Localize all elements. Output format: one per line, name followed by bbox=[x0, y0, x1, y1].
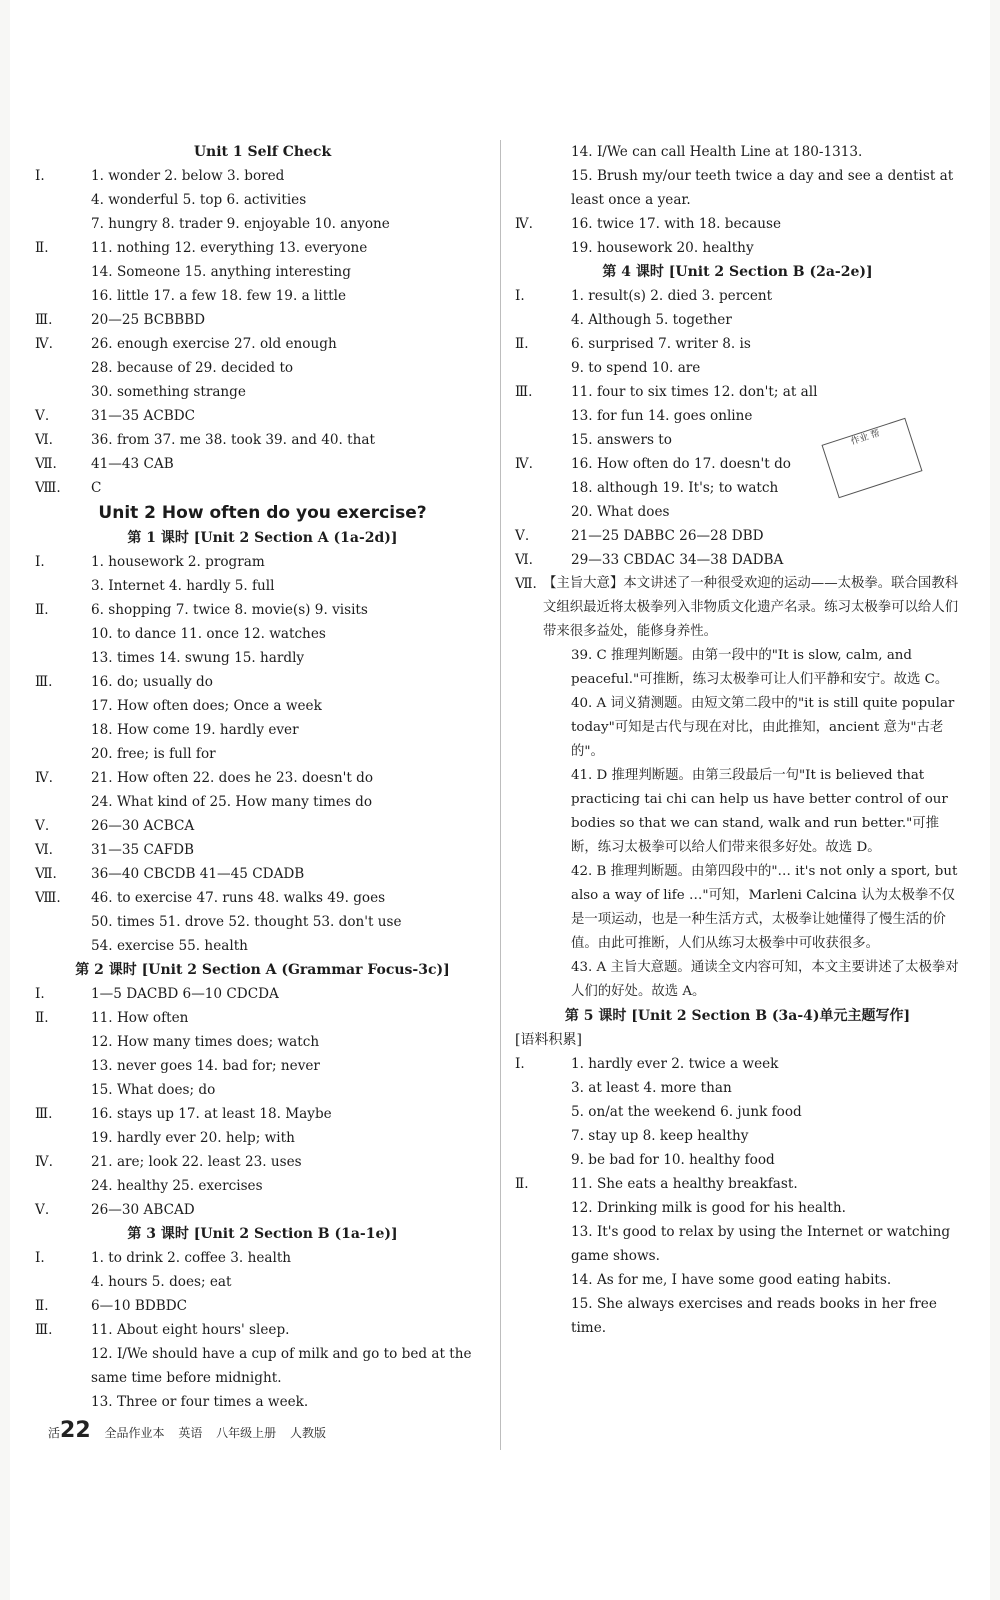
answer-text: 28. because of 29. decided to bbox=[91, 360, 294, 376]
answer-row bbox=[35, 164, 490, 188]
roman-numeral: Ⅱ. bbox=[515, 1176, 529, 1192]
explanation-item bbox=[515, 956, 960, 1004]
answer-text: 14. Someone 15. anything interesting bbox=[91, 264, 351, 280]
answer-text: 20. free; is full for bbox=[91, 746, 216, 762]
roman-numeral: Ⅱ. bbox=[515, 336, 529, 352]
explanation-item bbox=[515, 692, 960, 764]
answer-row bbox=[35, 1342, 490, 1390]
answer-row bbox=[35, 886, 490, 910]
answer-row bbox=[515, 332, 960, 356]
answer-row bbox=[515, 164, 960, 212]
roman-numeral: Ⅰ. bbox=[35, 1250, 45, 1266]
answer-row bbox=[515, 212, 960, 236]
answer-text: 1. result(s) 2. died 3. percent bbox=[571, 288, 773, 304]
roman-numeral: Ⅰ. bbox=[515, 1056, 525, 1072]
grade: 八年级上册 bbox=[216, 1426, 277, 1440]
homework-stamp: 作业 帮 bbox=[822, 418, 923, 498]
roman-numeral: Ⅴ. bbox=[35, 818, 50, 834]
answer-row bbox=[35, 694, 490, 718]
answer-row bbox=[515, 380, 960, 404]
answer-row bbox=[35, 550, 490, 574]
explanation-text: 42. B 推理判断题。由第四段中的"… it's not only a sport, but also a way of life …"可知，Marleni Calcina 认为太极拳不仅是一项运动，也是一种生活方式，太极拳让她懂得了慢生活的价值。由此可推断，人们从练习太极拳中可收获很多。 bbox=[571, 864, 958, 951]
answer-row bbox=[515, 1100, 960, 1124]
roman-numeral: Ⅱ. bbox=[35, 1010, 49, 1026]
answer-row bbox=[35, 646, 490, 670]
answer-text: 54. exercise 55. health bbox=[91, 938, 248, 954]
explanation-text: 43. A 主旨大意题。通读全文内容可知，本文主要讲述了太极拳对人们的好处。故选 A。 bbox=[571, 960, 959, 999]
reading-analysis bbox=[515, 572, 960, 644]
roman-numeral: Ⅴ. bbox=[515, 528, 530, 544]
answer-text: 46. to exercise 47. runs 48. walks 49. goes bbox=[91, 890, 386, 906]
answer-text: 16. How often do 17. doesn't do bbox=[571, 456, 791, 472]
edition: 人教版 bbox=[290, 1426, 327, 1440]
roman-numeral: Ⅵ. bbox=[35, 432, 53, 448]
answer-text: 17. How often does; Once a week bbox=[91, 698, 322, 714]
answer-row bbox=[35, 838, 490, 862]
roman-numeral: Ⅷ. bbox=[35, 890, 61, 906]
book-title: 全品作业本 bbox=[104, 1426, 165, 1440]
answer-row bbox=[35, 814, 490, 838]
answer-row bbox=[35, 284, 490, 308]
roman-numeral: Ⅶ. bbox=[515, 576, 537, 592]
explanation-text: 39. C 推理判断题。由第一段中的"It is slow, calm, and peaceful."可推断，练习太极拳可让人们平静和安宁。故选 C。 bbox=[571, 648, 949, 687]
answer-row bbox=[515, 1124, 960, 1148]
answer-row bbox=[35, 598, 490, 622]
lesson-3-answers-continued bbox=[515, 140, 960, 260]
answer-text: 13. Three or four times a week. bbox=[91, 1394, 309, 1410]
roman-numeral: Ⅳ. bbox=[515, 456, 533, 472]
answer-text: 13. for fun 14. goes online bbox=[571, 408, 753, 424]
answer-text: 31—35 ACBDC bbox=[91, 408, 196, 424]
roman-numeral: Ⅲ. bbox=[35, 674, 53, 690]
answer-text: 15. answers to bbox=[571, 432, 672, 448]
main-idea-text: 【主旨大意】本文讲述了一种很受欢迎的运动——太极拳。联合国教科文组织最近将太极拳列入非物质文化遗产名录。练习太极拳可以给人们带来很多益处，能修身养性。 bbox=[543, 576, 959, 639]
answer-text: 1. housework 2. program bbox=[91, 554, 265, 570]
answer-text: 1—5 DACBD 6—10 CDCDA bbox=[91, 986, 279, 1002]
answer-row bbox=[35, 1054, 490, 1078]
answer-row bbox=[35, 332, 490, 356]
roman-numeral: Ⅲ. bbox=[515, 384, 533, 400]
answer-text: 3. at least 4. more than bbox=[571, 1080, 732, 1096]
roman-numeral: Ⅰ. bbox=[515, 288, 525, 304]
unit-title: Unit 2 How often do you exercise? bbox=[98, 503, 427, 523]
footer-prefix: 活 bbox=[48, 1426, 61, 1440]
answer-row bbox=[35, 1030, 490, 1054]
answer-text: 1. hardly ever 2. twice a week bbox=[571, 1056, 779, 1072]
answer-row bbox=[35, 1126, 490, 1150]
answer-text: 50. times 51. drove 52. thought 53. don't use bbox=[91, 914, 402, 930]
answer-text: 21. How often 22. does he 23. doesn't do bbox=[91, 770, 374, 786]
answer-text: 4. wonderful 5. top 6. activities bbox=[91, 192, 307, 208]
answer-row bbox=[35, 574, 490, 598]
answer-text: 30. something strange bbox=[91, 384, 246, 400]
answer-text: 4. hours 5. does; eat bbox=[91, 1274, 232, 1290]
subject: 英语 bbox=[178, 1426, 203, 1440]
answer-text: 5. on/at the weekend 6. junk food bbox=[571, 1104, 802, 1120]
answer-row bbox=[515, 308, 960, 332]
answer-text: 26—30 ABCAD bbox=[91, 1202, 195, 1218]
answer-text: 12. Drinking milk is good for his health. bbox=[571, 1200, 846, 1216]
answer-text: 20. What does bbox=[571, 504, 670, 520]
answer-row bbox=[35, 1150, 490, 1174]
answer-text: 36. from 37. me 38. took 39. and 40. that bbox=[91, 432, 375, 448]
roman-numeral: Ⅱ. bbox=[35, 1298, 49, 1314]
answer-row bbox=[515, 1052, 960, 1076]
self-check-answers bbox=[35, 164, 490, 500]
answer-text: 6. surprised 7. writer 8. is bbox=[571, 336, 751, 352]
answer-row bbox=[35, 718, 490, 742]
answer-text: 13. It's good to relax by using the Internet or watching game shows. bbox=[571, 1224, 951, 1264]
lesson-2-heading: 第 2 课时 [Unit 2 Section A (Grammar Focus-3c)] bbox=[75, 962, 450, 978]
answer-row bbox=[35, 404, 490, 428]
answer-text: 9. be bad for 10. healthy food bbox=[571, 1152, 775, 1168]
answer-text: 11. nothing 12. everything 13. everyone bbox=[91, 240, 368, 256]
answer-page bbox=[10, 0, 990, 1600]
answer-row bbox=[515, 236, 960, 260]
answer-text: 9. to spend 10. are bbox=[571, 360, 701, 376]
answer-text: 31—35 CAFDB bbox=[91, 842, 195, 858]
answer-text: 16. stays up 17. at least 18. Maybe bbox=[91, 1106, 332, 1122]
answer-row bbox=[35, 622, 490, 646]
answer-row bbox=[35, 1318, 490, 1342]
answer-text: 26. enough exercise 27. old enough bbox=[91, 336, 337, 352]
answer-row bbox=[35, 1294, 490, 1318]
answer-text: 16. little 17. a few 18. few 19. a little bbox=[91, 288, 347, 304]
roman-numeral: Ⅵ. bbox=[515, 552, 533, 568]
answer-row bbox=[35, 982, 490, 1006]
answer-text: 26—30 ACBCA bbox=[91, 818, 195, 834]
answer-row bbox=[515, 500, 960, 524]
answer-text: 16. twice 17. with 18. because bbox=[571, 216, 782, 232]
answer-row bbox=[35, 188, 490, 212]
answer-text: 11. How often bbox=[91, 1010, 189, 1026]
answer-row bbox=[515, 1196, 960, 1220]
reading-explanations bbox=[515, 644, 960, 1004]
roman-numeral: Ⅲ. bbox=[35, 1106, 53, 1122]
answer-text: 11. About eight hours' sleep. bbox=[91, 1322, 290, 1338]
roman-numeral: Ⅰ. bbox=[35, 986, 45, 1002]
answer-text: 6. shopping 7. twice 8. movie(s) 9. visits bbox=[91, 602, 368, 618]
answer-text: 13. never goes 14. bad for; never bbox=[91, 1058, 320, 1074]
answer-text: 12. How many times does; watch bbox=[91, 1034, 320, 1050]
lesson-3-answers bbox=[35, 1246, 490, 1414]
answer-row bbox=[35, 380, 490, 404]
right-column bbox=[515, 140, 960, 1340]
answer-row bbox=[515, 1220, 960, 1268]
answer-row bbox=[35, 356, 490, 380]
answer-text: 3. Internet 4. hardly 5. full bbox=[91, 578, 275, 594]
answer-text: 21. are; look 22. least 23. uses bbox=[91, 1154, 302, 1170]
answer-text: 4. Although 5. together bbox=[571, 312, 732, 328]
answer-row bbox=[35, 766, 490, 790]
roman-numeral: Ⅱ. bbox=[35, 602, 49, 618]
answer-row bbox=[35, 1390, 490, 1414]
self-check-title: Unit 1 Self Check bbox=[193, 144, 332, 160]
answer-row bbox=[515, 140, 960, 164]
roman-numeral: Ⅶ. bbox=[35, 866, 57, 882]
roman-numeral: Ⅷ. bbox=[35, 480, 61, 496]
roman-numeral: Ⅳ. bbox=[35, 336, 53, 352]
answer-row bbox=[515, 356, 960, 380]
answer-text: 16. do; usually do bbox=[91, 674, 213, 690]
explanation-item bbox=[515, 764, 960, 860]
roman-numeral: Ⅲ. bbox=[35, 312, 53, 328]
answer-text: 15. She always exercises and reads books in her free time. bbox=[571, 1296, 937, 1336]
answer-text: 29—33 CBDAC 34—38 DADBA bbox=[571, 552, 784, 568]
answer-row bbox=[35, 1246, 490, 1270]
answer-row bbox=[35, 862, 490, 886]
answer-text: 15. What does; do bbox=[91, 1082, 216, 1098]
answer-text: 19. hardly ever 20. help; with bbox=[91, 1130, 295, 1146]
answer-row bbox=[35, 452, 490, 476]
answer-row bbox=[35, 1078, 490, 1102]
answer-row bbox=[515, 284, 960, 308]
answer-text: 6—10 BDBDC bbox=[91, 1298, 188, 1314]
answer-row bbox=[35, 260, 490, 284]
answer-text: 10. to dance 11. once 12. watches bbox=[91, 626, 326, 642]
roman-numeral: Ⅰ. bbox=[35, 168, 45, 184]
roman-numeral: Ⅰ. bbox=[35, 554, 45, 570]
lesson-3-heading: 第 3 课时 [Unit 2 Section B (1a-1e)] bbox=[127, 1226, 398, 1242]
answer-text: 18. although 19. It's; to watch bbox=[571, 480, 779, 496]
roman-numeral: Ⅴ. bbox=[35, 408, 50, 424]
answer-row bbox=[35, 1102, 490, 1126]
answer-text: 1. to drink 2. coffee 3. health bbox=[91, 1250, 292, 1266]
answer-text: 14. I/We can call Health Line at 180-1313. bbox=[571, 144, 863, 160]
answer-row bbox=[35, 1174, 490, 1198]
answer-row bbox=[35, 1198, 490, 1222]
explanation-text: 40. A 词义猜测题。由短文第二段中的"it is still quite popular today"可知是古代与现在对比，由此推知，ancient 意为"古老的"。 bbox=[571, 696, 955, 759]
answer-text: 14. As for me, I have some good eating habits. bbox=[571, 1272, 892, 1288]
explanation-text: 41. D 推理判断题。由第三段最后一句"It is believed that practicing tai chi can help us have better control of our bodies so that we can stand, walk and run better."可推断，练习太极拳可以给人们带来很多好处。故选 D。 bbox=[571, 768, 948, 855]
lesson-4-heading: 第 4 课时 [Unit 2 Section B (2a-2e)] bbox=[602, 264, 873, 280]
answer-text: 41—43 CAB bbox=[91, 456, 174, 472]
column-divider bbox=[500, 140, 501, 1450]
answer-row bbox=[35, 212, 490, 236]
answer-text: 7. stay up 8. keep healthy bbox=[571, 1128, 749, 1144]
answer-text: 24. What kind of 25. How many times do bbox=[91, 794, 373, 810]
answer-row bbox=[35, 790, 490, 814]
roman-numeral: Ⅳ. bbox=[35, 1154, 53, 1170]
lesson-5-answers bbox=[515, 1052, 960, 1340]
answer-text: 11. four to six times 12. don't; at all bbox=[571, 384, 818, 400]
answer-text: 7. hungry 8. trader 9. enjoyable 10. anyone bbox=[91, 216, 390, 232]
answer-row bbox=[35, 670, 490, 694]
lesson-2-answers bbox=[35, 982, 490, 1222]
answer-text: 18. How come 19. hardly ever bbox=[91, 722, 299, 738]
answer-row bbox=[515, 1292, 960, 1340]
lesson-5-heading: 第 5 课时 [Unit 2 Section B (3a-4)单元主题写作] bbox=[564, 1008, 911, 1024]
roman-numeral: Ⅳ. bbox=[515, 216, 533, 232]
answer-row bbox=[35, 910, 490, 934]
answer-row bbox=[515, 1148, 960, 1172]
answer-row bbox=[515, 1268, 960, 1292]
answer-row bbox=[35, 1006, 490, 1030]
answer-text: 12. I/We should have a cup of milk and go to bed at the same time before midnight. bbox=[91, 1346, 472, 1386]
answer-text: 36—40 CBCDB 41—45 CDADB bbox=[91, 866, 305, 882]
roman-numeral: Ⅵ. bbox=[35, 842, 53, 858]
lesson-1-answers bbox=[35, 550, 490, 958]
roman-numeral: Ⅱ. bbox=[35, 240, 49, 256]
roman-numeral: Ⅳ. bbox=[35, 770, 53, 786]
answer-row bbox=[35, 1270, 490, 1294]
answer-text: 20—25 BCBBBD bbox=[91, 312, 206, 328]
answer-row bbox=[515, 548, 960, 572]
answer-text: C bbox=[91, 480, 102, 496]
roman-numeral: Ⅴ. bbox=[35, 1202, 50, 1218]
answer-row bbox=[515, 1172, 960, 1196]
roman-numeral: Ⅲ. bbox=[35, 1322, 53, 1338]
answer-text: 24. healthy 25. exercises bbox=[91, 1178, 263, 1194]
answer-row bbox=[35, 308, 490, 332]
answer-text: 11. She eats a healthy breakfast. bbox=[571, 1176, 798, 1192]
answer-row bbox=[35, 934, 490, 958]
answer-text: 1. wonder 2. below 3. bored bbox=[91, 168, 285, 184]
explanation-item bbox=[515, 644, 960, 692]
page-footer bbox=[48, 1418, 326, 1443]
answer-text: 13. times 14. swung 15. hardly bbox=[91, 650, 305, 666]
answer-row bbox=[515, 524, 960, 548]
left-column bbox=[35, 140, 490, 1414]
lesson-1-heading: 第 1 课时 [Unit 2 Section A (1a-2d)] bbox=[127, 530, 398, 546]
explanation-item bbox=[515, 860, 960, 956]
answer-row bbox=[515, 1076, 960, 1100]
answer-text: 21—25 DABBC 26—28 DBD bbox=[571, 528, 764, 544]
answer-row bbox=[35, 236, 490, 260]
answer-row bbox=[35, 428, 490, 452]
answer-row bbox=[35, 742, 490, 766]
answer-row bbox=[35, 476, 490, 500]
page-number: 22 bbox=[60, 1418, 91, 1443]
corpus-tag: [语料积累] bbox=[515, 1032, 582, 1048]
answer-text: 15. Brush my/our teeth twice a day and see a dentist at least once a year. bbox=[571, 168, 954, 208]
answer-text: 19. housework 20. healthy bbox=[571, 240, 754, 256]
roman-numeral: Ⅶ. bbox=[35, 456, 57, 472]
